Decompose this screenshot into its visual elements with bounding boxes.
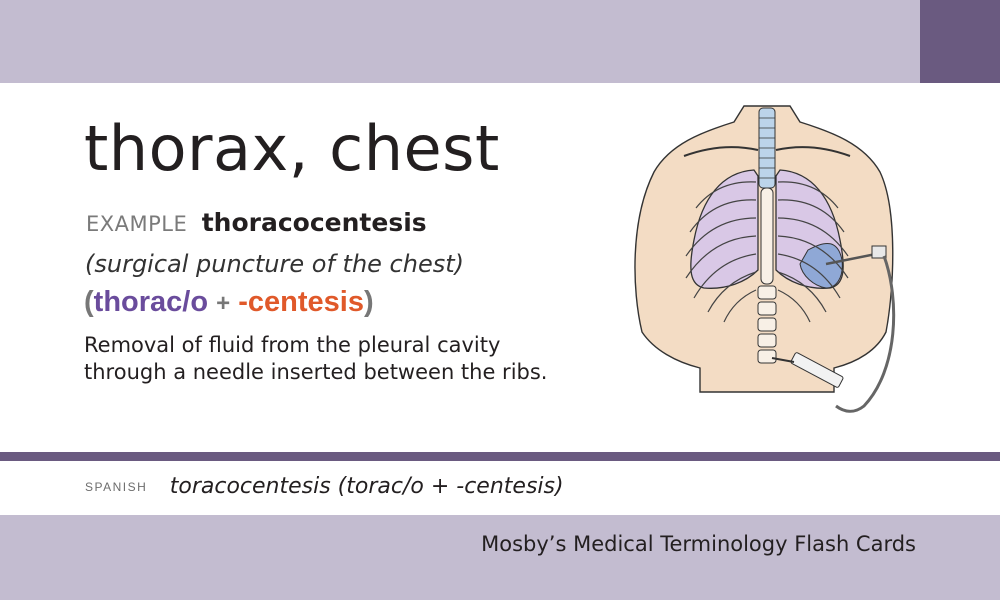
top-corner-block	[920, 0, 1000, 83]
root-part: thorac/o	[93, 286, 209, 318]
sternum	[761, 188, 773, 284]
footer-brand: Mosby’s Medical Terminology Flash Cards	[481, 532, 916, 556]
top-band	[0, 0, 920, 83]
bottom-band	[0, 515, 1000, 600]
example-word: thoracocentesis	[201, 208, 427, 237]
suffix-part: -centesis	[238, 286, 364, 318]
example-row	[86, 210, 427, 235]
spanish-row	[85, 476, 564, 498]
thoracocentesis-illustration	[622, 100, 912, 430]
spanish-label: SPANISH	[85, 480, 148, 494]
term-title: thorax, chest	[84, 112, 500, 185]
word-parts	[84, 288, 374, 317]
parts-close-paren: )	[363, 286, 374, 318]
divider-bar	[0, 452, 1000, 461]
example-label: EXAMPLE	[86, 212, 188, 236]
definition-text: Removal of fluid from the pleural cavity through a needle inserted between the ribs.	[84, 333, 548, 384]
spine	[758, 286, 776, 363]
example-meaning: (surgical puncture of the chest)	[85, 250, 465, 278]
spanish-text: toracocentesis (torac/o + -centesis)	[169, 474, 564, 499]
plus-sign: +	[216, 290, 231, 317]
parts-open-paren: (	[84, 286, 94, 318]
